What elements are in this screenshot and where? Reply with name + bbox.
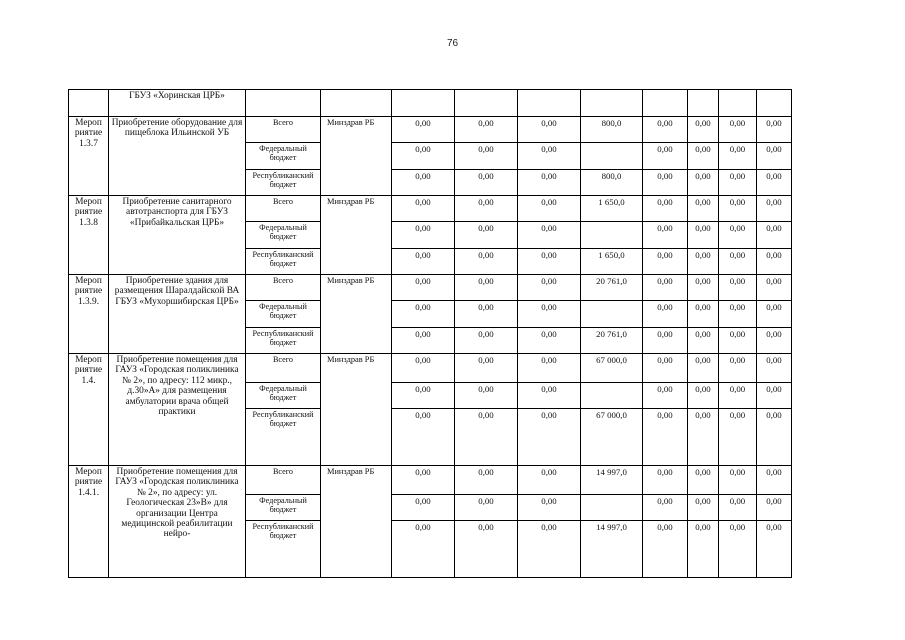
table-row xyxy=(69,117,792,143)
value-cell: 0,00 xyxy=(643,409,688,466)
value-cell: 0,00 xyxy=(392,409,455,466)
value-cell xyxy=(757,90,792,117)
value-cell: 0,00 xyxy=(518,521,581,578)
value-cell: 0,00 xyxy=(518,409,581,466)
value-cell: 0,00 xyxy=(757,354,792,383)
value-cell: 0,00 xyxy=(719,383,757,409)
funding-source-cell: Всего xyxy=(246,466,321,495)
value-cell: 0,00 xyxy=(392,275,455,301)
value-cell: 0,00 xyxy=(455,222,518,249)
value-cell: 0,00 xyxy=(518,275,581,301)
value-cell: 0,00 xyxy=(688,383,719,409)
table-row xyxy=(69,466,792,495)
value-cell: 0,00 xyxy=(392,249,455,275)
value-cell: 0,00 xyxy=(455,249,518,275)
value-cell: 0,00 xyxy=(455,275,518,301)
value-cell: 0,00 xyxy=(518,117,581,143)
value-cell: 0,00 xyxy=(688,301,719,328)
value-cell: 0,00 xyxy=(757,521,792,578)
value-cell: 0,00 xyxy=(455,466,518,495)
value-cell xyxy=(581,495,643,521)
value-cell: 67 000,0 xyxy=(581,409,643,466)
value-cell: 0,00 xyxy=(719,275,757,301)
measure-name-cell: Приобретение оборудование для пищеблока Ильинской УБ xyxy=(109,117,246,196)
value-cell: 0,00 xyxy=(518,143,581,170)
value-cell: 0,00 xyxy=(392,117,455,143)
value-cell: 0,00 xyxy=(392,143,455,170)
funding-source-cell: Федеральный бюджет xyxy=(246,143,321,170)
value-cell: 0,00 xyxy=(518,354,581,383)
value-cell: 0,00 xyxy=(643,383,688,409)
executor-cell xyxy=(321,90,392,117)
value-cell: 0,00 xyxy=(719,354,757,383)
value-cell: 800,0 xyxy=(581,170,643,196)
value-cell: 0,00 xyxy=(757,383,792,409)
funding-source-cell: Федеральный бюджет xyxy=(246,495,321,521)
executor-cell: Минздрав РБ xyxy=(321,196,392,275)
value-cell: 0,00 xyxy=(688,275,719,301)
value-cell: 0,00 xyxy=(643,222,688,249)
value-cell: 0,00 xyxy=(757,249,792,275)
measure-name-cell: Приобретение помещения для ГАУЗ «Городская поликлиника № 2», по адресу: 112 микр., д.30»А» для размещения амбулатории врача общей практики xyxy=(109,354,246,466)
measure-number-cell: Мероп риятие 1.3.7 xyxy=(69,117,109,196)
value-cell: 0,00 xyxy=(719,328,757,354)
value-cell: 14 997,0 xyxy=(581,466,643,495)
value-cell: 0,00 xyxy=(719,495,757,521)
value-cell: 0,00 xyxy=(643,143,688,170)
table-row xyxy=(69,90,792,117)
value-cell: 0,00 xyxy=(688,354,719,383)
value-cell: 0,00 xyxy=(688,521,719,578)
value-cell: 0,00 xyxy=(643,170,688,196)
value-cell: 0,00 xyxy=(688,249,719,275)
funding-source-cell: Всего xyxy=(246,275,321,301)
value-cell: 20 761,0 xyxy=(581,275,643,301)
value-cell: 0,00 xyxy=(455,495,518,521)
value-cell: 0,00 xyxy=(455,383,518,409)
executor-cell: Минздрав РБ xyxy=(321,354,392,466)
value-cell: 0,00 xyxy=(719,301,757,328)
value-cell: 0,00 xyxy=(643,301,688,328)
funding-source-cell: Федеральный бюджет xyxy=(246,301,321,328)
value-cell: 0,00 xyxy=(518,466,581,495)
value-cell xyxy=(581,143,643,170)
value-cell: 0,00 xyxy=(392,354,455,383)
value-cell: 0,00 xyxy=(643,196,688,222)
value-cell: 0,00 xyxy=(757,117,792,143)
value-cell: 0,00 xyxy=(757,328,792,354)
budget-table xyxy=(68,89,792,578)
value-cell: 0,00 xyxy=(643,354,688,383)
value-cell: 0,00 xyxy=(455,117,518,143)
value-cell: 0,00 xyxy=(392,495,455,521)
value-cell xyxy=(688,90,719,117)
funding-source-cell: Всего xyxy=(246,117,321,143)
table-row xyxy=(69,196,792,222)
value-cell xyxy=(643,90,688,117)
budget-table-body xyxy=(69,90,792,578)
value-cell: 0,00 xyxy=(643,275,688,301)
value-cell: 0,00 xyxy=(757,275,792,301)
value-cell: 0,00 xyxy=(688,117,719,143)
value-cell xyxy=(581,301,643,328)
value-cell: 0,00 xyxy=(455,143,518,170)
value-cell: 0,00 xyxy=(643,249,688,275)
value-cell: 0,00 xyxy=(688,170,719,196)
value-cell: 0,00 xyxy=(757,301,792,328)
value-cell: 0,00 xyxy=(688,196,719,222)
value-cell: 0,00 xyxy=(455,170,518,196)
value-cell: 67 000,0 xyxy=(581,354,643,383)
value-cell: 0,00 xyxy=(757,170,792,196)
value-cell: 0,00 xyxy=(518,249,581,275)
value-cell: 0,00 xyxy=(688,222,719,249)
value-cell: 0,00 xyxy=(719,409,757,466)
measure-number-cell: Мероп риятие 1.4. xyxy=(69,354,109,466)
value-cell: 0,00 xyxy=(719,196,757,222)
measure-number-cell xyxy=(69,90,109,117)
value-cell: 0,00 xyxy=(518,495,581,521)
value-cell: 0,00 xyxy=(688,466,719,495)
value-cell: 0,00 xyxy=(719,222,757,249)
value-cell xyxy=(581,383,643,409)
executor-cell: Минздрав РБ xyxy=(321,275,392,354)
value-cell: 0,00 xyxy=(518,383,581,409)
value-cell: 0,00 xyxy=(757,466,792,495)
page-number: 76 xyxy=(446,38,459,49)
value-cell: 0,00 xyxy=(455,521,518,578)
value-cell xyxy=(719,90,757,117)
value-cell: 0,00 xyxy=(688,495,719,521)
value-cell: 0,00 xyxy=(392,222,455,249)
value-cell: 0,00 xyxy=(455,409,518,466)
funding-source-cell: Всего xyxy=(246,354,321,383)
value-cell: 0,00 xyxy=(688,143,719,170)
measure-number-cell: Мероп риятие 1.3.9. xyxy=(69,275,109,354)
value-cell: 0,00 xyxy=(455,354,518,383)
value-cell: 0,00 xyxy=(643,495,688,521)
value-cell: 0,00 xyxy=(518,301,581,328)
value-cell xyxy=(518,90,581,117)
value-cell: 0,00 xyxy=(757,143,792,170)
value-cell: 0,00 xyxy=(719,170,757,196)
funding-source-cell: Всего xyxy=(246,196,321,222)
funding-source-cell: Республиканский бюджет xyxy=(246,249,321,275)
value-cell: 20 761,0 xyxy=(581,328,643,354)
value-cell: 0,00 xyxy=(392,383,455,409)
value-cell: 0,00 xyxy=(719,249,757,275)
measure-name-cell: Приобретение помещения для ГАУЗ «Городская поликлиника № 2», по адресу: ул. Геологическая 23»В» для организации Центра медицинской реабилитации нейро- xyxy=(109,466,246,578)
value-cell: 0,00 xyxy=(455,328,518,354)
funding-source-cell: Республиканский бюджет xyxy=(246,521,321,578)
value-cell: 0,00 xyxy=(719,143,757,170)
measure-name-cell: ГБУЗ «Хоринская ЦРБ» xyxy=(109,90,246,117)
value-cell xyxy=(581,222,643,249)
value-cell: 14 997,0 xyxy=(581,521,643,578)
value-cell: 0,00 xyxy=(392,196,455,222)
value-cell: 0,00 xyxy=(719,117,757,143)
value-cell: 0,00 xyxy=(518,170,581,196)
value-cell xyxy=(455,90,518,117)
table-row xyxy=(69,354,792,383)
value-cell: 0,00 xyxy=(757,196,792,222)
value-cell: 0,00 xyxy=(455,196,518,222)
value-cell: 0,00 xyxy=(392,521,455,578)
measure-number-cell: Мероп риятие 1.4.1. xyxy=(69,466,109,578)
value-cell: 1 650,0 xyxy=(581,249,643,275)
measure-name-cell: Приобретение здания для размещения Шаралдайской ВА ГБУЗ «Мухоршибирская ЦРБ» xyxy=(109,275,246,354)
value-cell: 0,00 xyxy=(757,409,792,466)
value-cell: 0,00 xyxy=(643,466,688,495)
measure-name-cell: Приобретение санитарного автотранспорта для ГБУЗ «Прибайкальская ЦРБ» xyxy=(109,196,246,275)
value-cell xyxy=(392,90,455,117)
value-cell: 0,00 xyxy=(688,328,719,354)
funding-source-cell: Республиканский бюджет xyxy=(246,328,321,354)
value-cell: 0,00 xyxy=(719,521,757,578)
value-cell: 1 650,0 xyxy=(581,196,643,222)
value-cell: 0,00 xyxy=(643,521,688,578)
funding-source-cell: Федеральный бюджет xyxy=(246,383,321,409)
value-cell: 0,00 xyxy=(518,196,581,222)
value-cell: 0,00 xyxy=(518,328,581,354)
value-cell xyxy=(581,90,643,117)
value-cell: 0,00 xyxy=(643,117,688,143)
funding-source-cell: Республиканский бюджет xyxy=(246,170,321,196)
funding-source-cell xyxy=(246,90,321,117)
value-cell: 0,00 xyxy=(757,222,792,249)
value-cell: 0,00 xyxy=(643,328,688,354)
value-cell: 0,00 xyxy=(392,466,455,495)
value-cell: 800,0 xyxy=(581,117,643,143)
executor-cell: Минздрав РБ xyxy=(321,466,392,578)
measure-number-cell: Мероп риятие 1.3.8 xyxy=(69,196,109,275)
value-cell: 0,00 xyxy=(392,328,455,354)
value-cell: 0,00 xyxy=(455,301,518,328)
value-cell: 0,00 xyxy=(518,222,581,249)
value-cell: 0,00 xyxy=(392,170,455,196)
funding-source-cell: Федеральный бюджет xyxy=(246,222,321,249)
value-cell: 0,00 xyxy=(392,301,455,328)
value-cell: 0,00 xyxy=(757,495,792,521)
value-cell: 0,00 xyxy=(719,466,757,495)
executor-cell: Минздрав РБ xyxy=(321,117,392,196)
table-row xyxy=(69,275,792,301)
value-cell: 0,00 xyxy=(688,409,719,466)
funding-source-cell: Республиканский бюджет xyxy=(246,409,321,466)
